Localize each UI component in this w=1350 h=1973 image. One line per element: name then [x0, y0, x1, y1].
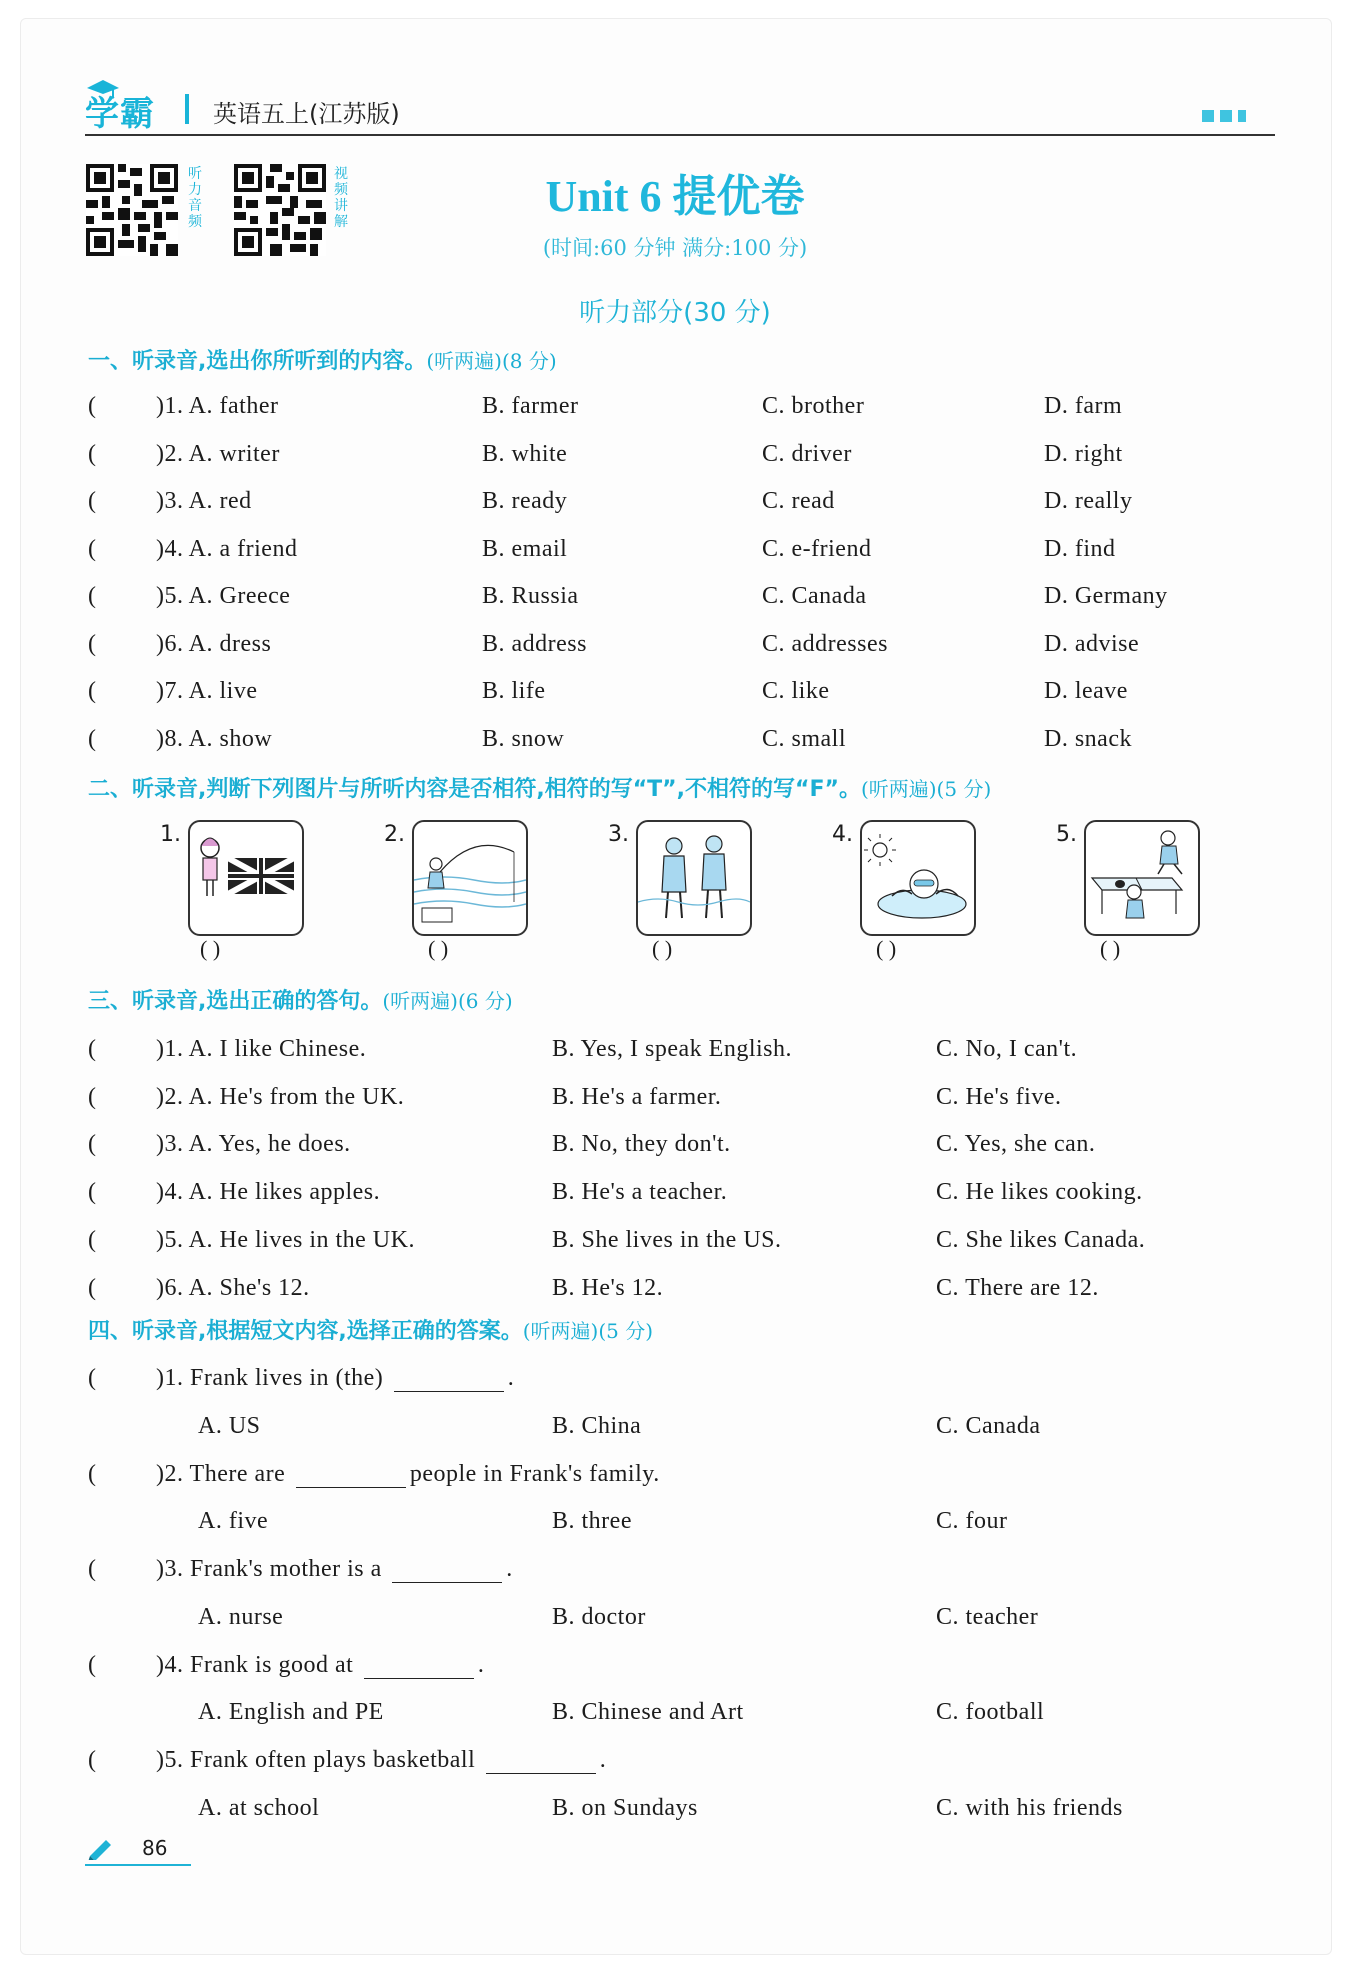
option-c: C. Canada [762, 583, 867, 609]
option-b: B. Yes, I speak English. [552, 1036, 793, 1062]
picture-number: 5. [1056, 822, 1077, 847]
question-tail: . [507, 1365, 515, 1391]
answer-paren[interactable]: ( [88, 630, 97, 657]
question-option-a: )5. A. Greece [156, 583, 291, 609]
answer-paren[interactable]: ( ) [428, 936, 449, 961]
option-b: B. email [482, 535, 568, 562]
option-b: B. He's 12. [552, 1274, 664, 1301]
option-d: D. Germany [1044, 583, 1168, 609]
option-b: B. farmer [482, 393, 579, 419]
question-stem: )2. There are [156, 1460, 286, 1487]
option-c: C. e-friend [762, 535, 872, 562]
question-option-a: )7. A. live [156, 678, 258, 704]
picture-fishing [412, 820, 528, 936]
question-stem: )3. Frank's mother is a [156, 1556, 382, 1582]
option-c: C. There are 12. [936, 1274, 1099, 1301]
option-c: C. like [762, 678, 830, 704]
option-b: B. No, they don't. [552, 1131, 731, 1158]
page-number: 86 [142, 1836, 168, 1860]
option-c: C. He's five. [936, 1083, 1062, 1110]
section-3-title [88, 984, 513, 1015]
question-text [156, 1652, 484, 1679]
question-option-a: )4. A. He likes apples. [156, 1179, 381, 1206]
page-header [85, 86, 1275, 138]
answer-paren[interactable]: ( [88, 1651, 97, 1678]
option-b: B. doctor [552, 1603, 646, 1630]
section-3-heading: 三、听录音,选出正确的答句。 [88, 989, 383, 1014]
option-b: B. life [482, 678, 546, 704]
pencil-icon [86, 1836, 114, 1860]
option-a: A. English and PE [198, 1699, 384, 1725]
option-c: C. driver [762, 440, 852, 467]
option-b: B. address [482, 630, 587, 657]
picture-winter-kids [636, 820, 752, 936]
section-4-title [88, 1314, 653, 1345]
part-title: 听力部分(30 分) [579, 298, 771, 328]
section-1-note: (听两遍)(8 分) [426, 349, 557, 373]
question-option-a: )3. A. red [156, 488, 252, 514]
option-d: D. leave [1044, 678, 1128, 704]
question-option-a: )6. A. dress [156, 630, 272, 657]
answer-paren[interactable]: ( [88, 1365, 97, 1391]
section-4-note: (听两遍)(5 分) [522, 1319, 654, 1343]
question-option-a: )8. A. show [156, 725, 273, 752]
option-c: C. She likes Canada. [936, 1226, 1146, 1253]
answer-paren[interactable]: ( [88, 393, 97, 419]
question-option-a: )2. A. He's from the UK. [156, 1083, 405, 1110]
qr-label-video: 视频讲解 [334, 166, 348, 230]
option-b: B. She lives in the US. [552, 1226, 782, 1253]
question-option-a: )1. A. I like Chinese. [156, 1036, 367, 1062]
option-b: B. three [552, 1508, 632, 1534]
picture-number: 3. [608, 822, 629, 847]
brand-divider [185, 94, 189, 124]
fishing-icon [414, 822, 526, 934]
option-c: C. He likes cooking. [936, 1179, 1143, 1206]
question-option-a: )6. A. She's 12. [156, 1274, 310, 1301]
option-d: D. farm [1044, 393, 1123, 419]
question-tail: . [599, 1747, 607, 1773]
answer-blank[interactable] [296, 1465, 406, 1488]
picture-number: 4. [832, 822, 853, 847]
answer-paren[interactable]: ( [88, 1083, 97, 1110]
header-square [1238, 110, 1246, 122]
option-b: B. on Sundays [552, 1794, 698, 1821]
question-option-a: )3. A. Yes, he does. [156, 1131, 351, 1158]
answer-blank[interactable] [364, 1656, 474, 1679]
time-info: (时间:60 分钟 满分:100 分) [542, 236, 808, 260]
answer-paren[interactable]: ( ) [876, 936, 897, 961]
header-rule [85, 134, 1275, 136]
answer-blank[interactable] [392, 1560, 502, 1583]
option-d: D. really [1044, 488, 1133, 514]
option-b: B. China [552, 1412, 642, 1439]
option-d: D. snack [1044, 725, 1132, 752]
footer-rule [85, 1864, 191, 1866]
question-stem: )5. Frank often plays basketball [156, 1747, 476, 1773]
option-b: B. ready [482, 488, 568, 514]
question-stem: )1. Frank lives in (the) [156, 1365, 384, 1391]
winter-children-icon [638, 822, 750, 934]
section-2-heading: 二、听录音,判断下列图片与所听内容是否相符,相符的写“T”,不相符的写“F”。 [88, 777, 861, 802]
section-2-title [88, 772, 991, 803]
option-c: C. Canada [936, 1412, 1041, 1439]
option-a: A. nurse [198, 1603, 284, 1630]
answer-blank[interactable] [486, 1751, 596, 1774]
question-text [156, 1556, 513, 1583]
answer-paren[interactable]: ( [88, 678, 97, 704]
option-b: B. white [482, 440, 568, 467]
answer-blank[interactable] [394, 1369, 504, 1392]
option-b: B. snow [482, 725, 565, 752]
answer-paren[interactable]: ( [88, 440, 97, 467]
section-1-heading: 一、听录音,选出你所听到的内容。 [88, 349, 427, 374]
picture-uk-flag [188, 820, 304, 936]
swimming-icon [862, 822, 974, 934]
option-a: A. US [198, 1412, 261, 1439]
page-title: Unit 6 提优卷 [545, 172, 805, 221]
option-c: C. with his friends [936, 1794, 1123, 1821]
option-c: C. Yes, she can. [936, 1131, 1096, 1158]
option-b: B. Chinese and Art [552, 1699, 744, 1725]
answer-paren[interactable]: ( [88, 1226, 97, 1253]
option-b: B. He's a farmer. [552, 1083, 722, 1110]
section-2-note: (听两遍)(5 分) [860, 777, 992, 801]
table-tennis-icon [1086, 822, 1198, 934]
option-d: D. find [1044, 535, 1116, 562]
answer-paren[interactable]: ( [88, 1179, 97, 1206]
question-text [156, 1461, 660, 1488]
answer-paren[interactable]: ( [88, 535, 97, 562]
section-1-title [88, 344, 557, 375]
option-c: C. football [936, 1699, 1045, 1725]
option-c: C. brother [762, 393, 865, 419]
answer-paren[interactable]: ( [88, 1460, 97, 1487]
answer-paren[interactable]: ( [88, 725, 97, 752]
option-a: A. five [198, 1508, 269, 1534]
option-c: C. No, I can't. [936, 1036, 1078, 1062]
answer-paren[interactable]: ( [88, 1274, 97, 1301]
option-b: B. Russia [482, 583, 579, 609]
picture-swimming [860, 820, 976, 936]
question-tail: . [477, 1651, 485, 1678]
picture-number: 1. [160, 822, 181, 847]
answer-paren[interactable]: ( [88, 1556, 97, 1582]
answer-paren[interactable]: ( [88, 583, 97, 609]
option-a: A. at school [198, 1794, 320, 1821]
option-c: C. small [762, 725, 847, 752]
option-c: C. read [762, 488, 835, 514]
header-square [1220, 110, 1232, 122]
section-4-heading: 四、听录音,根据短文内容,选择正确的答案。 [88, 1319, 523, 1344]
answer-paren[interactable]: ( [88, 1036, 97, 1062]
section-3-note: (听两遍)(6 分) [382, 989, 513, 1013]
answer-paren[interactable]: ( ) [652, 936, 673, 961]
picture-table-tennis [1084, 820, 1200, 936]
answer-paren[interactable]: ( [88, 488, 97, 514]
option-c: C. teacher [936, 1603, 1039, 1630]
question-option-a: )5. A. He lives in the UK. [156, 1226, 415, 1253]
option-b: B. He's a teacher. [552, 1179, 728, 1206]
question-tail: people in Frank's family. [409, 1460, 660, 1487]
book-title: 英语五上(江苏版) [213, 100, 400, 128]
option-d: D. advise [1044, 630, 1140, 657]
header-square [1202, 110, 1214, 122]
question-stem: )4. Frank is good at [156, 1651, 354, 1678]
picture-number: 2. [384, 822, 405, 847]
qr-label-listening: 听力音频 [188, 166, 202, 230]
question-option-a: )1. A. father [156, 393, 279, 419]
answer-paren[interactable]: ( [88, 1747, 97, 1773]
question-option-a: )4. A. a friend [156, 535, 298, 562]
option-c: C. four [936, 1508, 1008, 1534]
answer-paren[interactable]: ( [88, 1131, 97, 1158]
question-tail: . [506, 1556, 513, 1582]
uk-flag-girl-icon [190, 822, 302, 934]
brand-logo: 学霸 [85, 94, 155, 134]
option-c: C. addresses [762, 630, 888, 657]
option-d: D. right [1044, 440, 1123, 467]
question-option-a: )2. A. writer [156, 440, 280, 467]
question-text [156, 1365, 514, 1392]
answer-paren[interactable]: ( ) [200, 936, 221, 961]
answer-paren[interactable]: ( ) [1100, 936, 1121, 961]
question-text [156, 1747, 606, 1774]
